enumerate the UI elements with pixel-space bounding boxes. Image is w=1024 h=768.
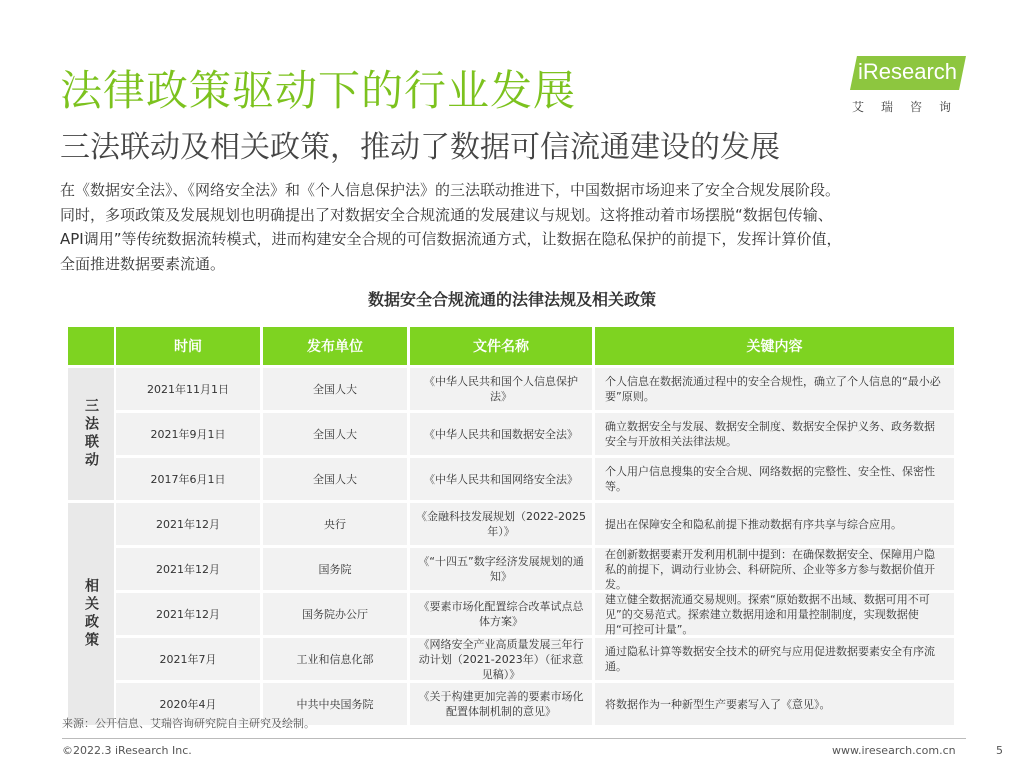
cell-time: 2021年9月1日 (116, 413, 260, 455)
table-title: 数据安全合规流通的法律法规及相关政策 (367, 290, 656, 309)
header-key-content: 关键内容 (595, 327, 954, 365)
page-title: 法律政策驱动下的行业发展 (60, 66, 577, 115)
cell-key-content: 确立数据安全与发展、数据安全制度、数据安全保护义务、政务数据安全与开放相关法律法规。 (595, 413, 954, 455)
cell-time: 2021年12月 (116, 593, 260, 635)
cell-time: 2021年11月1日 (116, 368, 260, 410)
header-document: 文件名称 (410, 327, 592, 365)
iresearch-logo (850, 56, 970, 116)
intro-line: 全面推进数据要素流通。 (60, 254, 226, 273)
cell-publisher: 中共中央国务院 (263, 683, 407, 725)
group-label (68, 503, 114, 725)
intro-line: 同时，多项政策及发展规划也明确提出了对数据安全合规流通的发展建议与规划。这将推动着市场摆脱“数据包传输、 (60, 205, 833, 224)
cell-publisher: 全国人大 (263, 413, 407, 455)
cell-key-content: 将数据作为一种新型生产要素写入了《意见》。 (595, 683, 954, 725)
group-label-text: 三法联动 (83, 398, 99, 470)
cell-time: 2020年4月 (116, 683, 260, 725)
group-label-text: 相关政策 (83, 578, 99, 650)
cell-key-content: 通过隐私计算等数据安全技术的研究与应用促进数据要素安全有序流通。 (595, 638, 954, 680)
logo-text: iResearch (858, 59, 958, 84)
intro-line: 在《数据安全法》、《网络安全法》和《个人信息保护法》的三法联动推进下，中国数据市场迎来了安全合规发展阶段。 (60, 181, 841, 199)
cell-publisher: 央行 (263, 503, 407, 545)
cell-document: 《中华人民共和国网络安全法》 (410, 458, 592, 500)
policy-table (68, 327, 954, 728)
cell-publisher: 国务院 (263, 548, 407, 590)
page-subtitle: 三法联动及相关政策，推动了数据可信流通建设的发展 (60, 130, 780, 165)
cell-document: 《中华人民共和国个人信息保护法》 (410, 368, 592, 410)
intro-line: API调用”等传统数据流转模式，进而构建安全合规的可信数据流通方式，让数据在隐私保护的前提下，发挥计算价值， (60, 230, 842, 248)
cell-key-content: 提出在保障安全和隐私前提下推动数据有序共享与综合应用。 (595, 503, 954, 545)
header-group-blank (68, 327, 114, 365)
cell-document: 《中华人民共和国数据安全法》 (410, 413, 592, 455)
source-note: 来源：公开信息、艾瑞咨询研究院自主研究及绘制。 (62, 717, 315, 730)
cell-key-content: 在创新数据要素开发利用机制中提到：在确保数据安全、保障用户隐私的前提下，调动行业协会、科研院所、企业等多方参与数据价值开发。 (595, 548, 954, 590)
intro-paragraph (60, 178, 970, 276)
cell-document: 《要素市场化配置综合改革试点总体方案》 (410, 593, 592, 635)
cell-document: 《“十四五”数字经济发展规划的通知》 (410, 548, 592, 590)
cell-publisher: 国务院办公厅 (263, 593, 407, 635)
cell-document: 《网络安全产业高质量发展三年行动计划（2021-2023年）（征求意见稿）》 (410, 638, 592, 680)
page-number: 5 (996, 744, 1003, 757)
website: www.iresearch.com.cn (832, 744, 956, 757)
header-time: 时间 (116, 327, 260, 365)
cell-publisher: 全国人大 (263, 368, 407, 410)
group-label (68, 368, 114, 500)
cell-document: 《金融科技发展规划（2022-2025年）》 (410, 503, 592, 545)
cell-publisher: 全国人大 (263, 458, 407, 500)
cell-document: 《关于构建更加完善的要素市场化配置体制机制的意见》 (410, 683, 592, 725)
cell-key-content: 个人用户信息搜集的安全合规、网络数据的完整性、安全性、保密性等。 (595, 458, 954, 500)
cell-time: 2021年7月 (116, 638, 260, 680)
header-publisher: 发布单位 (263, 327, 407, 365)
cell-publisher: 工业和信息化部 (263, 638, 407, 680)
cell-key-content: 建立健全数据流通交易规则。探索“原始数据不出域、数据可用不可见”的交易范式。探索建立数据用途和用量控制制度，实现数据使用“可控可计量”。 (595, 593, 954, 635)
cell-time: 2021年12月 (116, 503, 260, 545)
cell-time: 2021年12月 (116, 548, 260, 590)
logo-cn-text: 艾瑞咨询 (852, 100, 969, 114)
cell-key-content: 个人信息在数据流通过程中的安全合规性，确立了个人信息的“最小必要”原则。 (595, 368, 954, 410)
copyright: ©2022.3 iResearch Inc. (62, 744, 192, 757)
footer-divider (62, 738, 966, 739)
cell-time: 2017年6月1日 (116, 458, 260, 500)
